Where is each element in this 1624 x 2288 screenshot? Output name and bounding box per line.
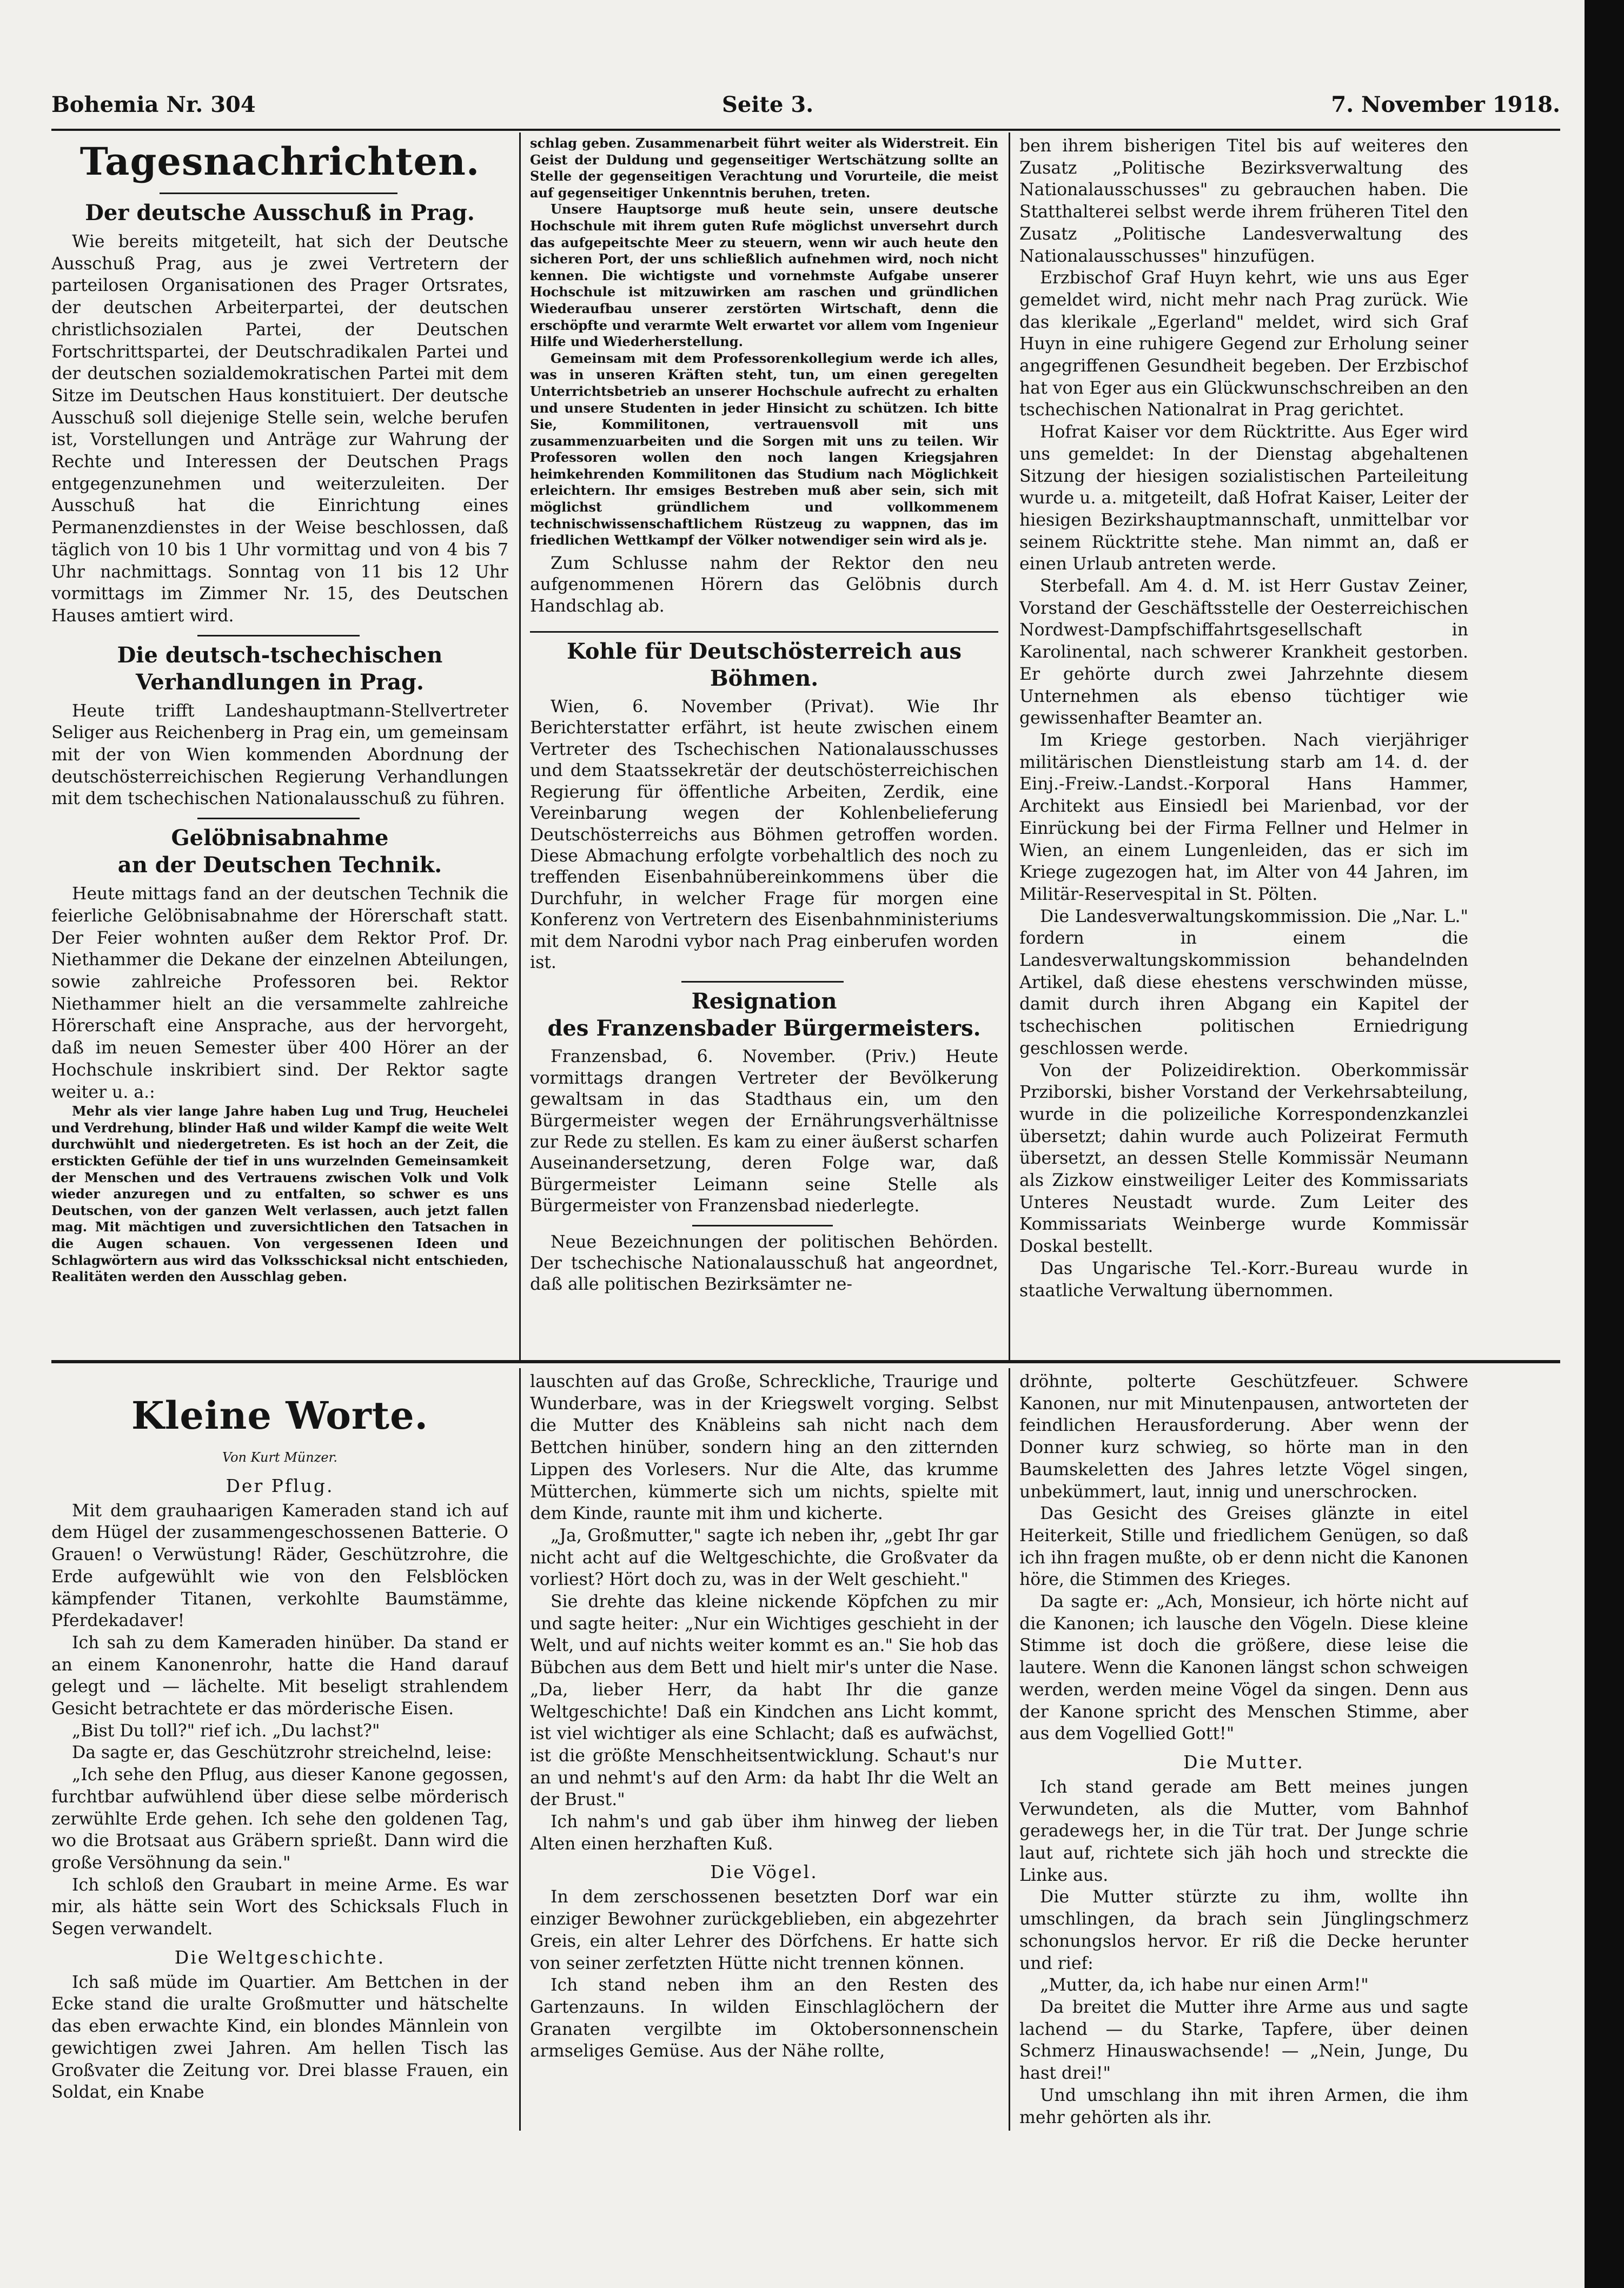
article-separator <box>197 818 360 819</box>
article-heading: Resignation <box>691 989 837 1014</box>
article-body: Wien, 6. November (Privat). Wie Ihr Berichterstatter erfährt, ist heute zwischen einem Vertreter des Tschechischen Nationalausschusses und dem Staatssekretär der deutschösterreichischen Regierung für öffentliche Arbeiten, Zerdik, eine Vereinbarung wegen der Kohlenbelieferung Deutschösterreichs aus Böhmen getroffen worden. Diese Abmachung erfolgte vorbehaltlich des noch zu treffenden Eisenbahnübereinkommens über die Durchfuhr, in welcher Frage für morgen eine Konferenz von Vertretern des Eisenbahnministeriums mit dem Narodni vybor nach Prag einberufen worden ist. <box>530 697 998 972</box>
news-item: Im Kriege gestorben. Nach vierjähriger militärischen Dienstleistung starb am 14. d. der Einj.-Freiw.-Landst.-Korporal Hans Hammer, Architekt aus Einsiedl bei Marienbad, vor der Einrückung bei der Firma Fellner und Helmer in Wien, an einem Lungenleiden, das er sich im Kriege zugezogen hat, im Alter von 44 Jahren, im Militär-Reservespital in St. Pölten. <box>1019 730 1468 904</box>
article-heading: an der Deutschen Technik. <box>117 852 442 878</box>
story-paragraph: Da sagte er: „Ach, Monsieur, ich hörte nicht auf die Kanonen; ich lausche den Vögeln. Diese kleine Stimme ist doch die größere, diese leise die lautere. Wenn die Kanonen längst schon schweigen werden, werden meine Vögel da singen. Denn aus der Kanone spricht des Menschen Stimme, aber aus dem Vogellied Gott!" <box>1019 1592 1468 1744</box>
article-body: ben ihrem bisherigen Titel bis auf weiteres den Zusatz „Politische Bezirksverwaltung des Nationalausschusses" zu gebrauchen haben. Die Statthalterei selbst werde ihrem früheren Titel den Zusatz „Politische Landesverwaltung des Nationalausschusses" hinzufügen. <box>1019 136 1468 266</box>
story-paragraph: Mit dem grauhaarigen Kameraden stand ich auf dem Hügel der zusammengeschossenen Batterie. O Grauen! o Verwüstung! Räder, Geschützrohre, die Erde aufgewühlt wie von den Felsblöcken kämpfender Titanen, verkohlte Baumstämme, Pferdekadaver! <box>51 1501 508 1631</box>
article-body: Zum Schlusse nahm der Rektor den neu aufgenommenen Hörern das Gelöbnis durch Handschlag ab. <box>530 553 998 616</box>
feuilleton-title: Kleine Worte. <box>131 1393 429 1438</box>
story-paragraph: „Ja, Großmutter," sagte ich neben ihr, „gebt Ihr gar nicht acht auf die Weltgeschichte, die Großvater da vorliest? Hört doch zu, was in der Welt geschieht." <box>530 1526 998 1590</box>
story-paragraph: Sie drehte das kleine nickende Köpfchen zu mir und sagte heiter: „Nur ein Wichtiges geschieht in der Welt, und auf nichts weiter kommt es an." Sie hob das Bübchen aus dem Bett und hielt mir's unter die Nase. „Da, lieber Herr, da habt Ihr die ganze Weltgeschichte! Daß ein Kindchen ans Licht kommt, ist viel wichtiger als eine Schlacht; daß es aufwächst, ist die größte Menschheitsentwicklung. Schaut's nur an und nehmt's auf den Arm: da habt Ihr die Welt an der Brust." <box>530 1592 998 1810</box>
story-title: Die Weltgeschichte. <box>174 1946 386 1968</box>
column-1 <box>51 135 508 1355</box>
article-separator <box>681 981 844 983</box>
speech-quote: schlag geben. Zusammenarbeit führt weiter als Widerstreit. Ein Geist der Duldung und gegenseitiger Wertschätzung sollte an Stelle der gegenseitigen Verachtung und Vorurteile, die meist auf gegenseitiger Unkenntnis beruhen, treten. <box>530 135 998 201</box>
article-heading: Der deutsche Ausschuß in Prag. <box>85 200 475 226</box>
story-title: Die Mutter. <box>1183 1751 1304 1773</box>
story-paragraph: Da sagte er, das Geschützrohr streichelnd, leise: <box>72 1743 492 1763</box>
story-paragraph: dröhnte, polterte Geschützfeuer. Schwere Kanonen, nur mit Minutenpausen, antworteten der feindlichen Herausforderung. Aber wenn der Donner kurz schwieg, so hörte man in den Baumskeletten des Jahres letzte Vögel singen, unbekümmert, laut, innig und unerschrocken. <box>1019 1372 1468 1502</box>
news-item: Erzbischof Graf Huyn kehrt, wie uns aus Eger gemeldet wird, nicht mehr nach Prag zurück. Wie das klerikale „Egerland" meldet, wird sich Graf Huyn in eine ruhigere Gegend zur Erholung seiner angegriffenen Gesundheit begeben. Der Erzbischof hat von Eger aus ein Glückwunschschreiben an den tschechischen Nationalrat in Prag gerichtet. <box>1019 268 1468 420</box>
title-rule <box>160 193 397 194</box>
header-page-number: Seite 3. <box>722 92 814 117</box>
article-body: Neue Bezeichnungen der politischen Behörden. Der tschechische Nationalausschuß hat angeordnet, daß alle politischen Bezirksämter ne- <box>530 1232 998 1295</box>
story-paragraph: Ich saß müde im Quartier. Am Bettchen in der Ecke stand die uralte Großmutter und hätschelte das eben erwachte Kind, ein blondes Männlein von gewichtigen zwei Jahren. Am hellen Tisch las Großvater die Zeitung vor. Drei blasse Frauen, ein Soldat, ein Knabe <box>51 1972 508 2103</box>
news-item: Von der Polizeidirektion. Oberkommissär Prziborski, bisher Vorstand der Verkehrsabteilung, wurde in die polizeiliche Korrespondenzkanzlei übersetzt; dahin wurde auch Polizeirat Fermuth übersetzt, an dessen Stelle Kommissär Neumann als Zizkow einstweiliger Leiter des Kommissariats Unteres Neustadt wurde. Zum Leiter des Kommissariats Weinberge wurde Kommissär Doskal bestellt. <box>1019 1060 1468 1257</box>
story-paragraph: „Ich sehe den Pflug, aus dieser Kanone gegossen, furchtbar aufwühlend über diese selbe mörderisch zerwühlte Erde gehen. Ich sehe den goldenen Tag, wo die Brotsaat aus Gräbern sprießt. Dann wird die große Versöhnung da sein." <box>51 1765 508 1873</box>
scan-border <box>1585 0 1624 2288</box>
section-title: Tagesnachrichten. <box>79 139 480 184</box>
news-item: Das Ungarische Tel.-Korr.-Bureau wurde in staatliche Verwaltung übernommen. <box>1019 1258 1468 1301</box>
story-paragraph: Das Gesicht des Greises glänzte in eitel Heiterkeit, Stille und friedlichem Genügen, so daß ich ihn fragen mußte, ob er denn nicht die Kanonen höre, die Stimmen des Krieges. <box>1019 1504 1468 1590</box>
speech-quote: Unsere Hauptsorge muß heute sein, unsere deutsche Hochschule mit ihrem guten Rufe möglichst unversehrt durch das aufgepeitschte Meer zu steuern, wenn wir auch heute den sicheren Port, der uns schließlich aufnehmen wird, noch nicht kennen. Die wichtigste und vornehmste Aufgabe unserer Hochschule ist mitzuwirken am raschen und gründlichen Wiederaufbau unserer zerstörten Wirtschaft, denn die erschöpfte und verarmte Welt erwartet vor allem vom Ingenieur Hilfe und Wiederherstellung. <box>530 201 998 350</box>
story-paragraph: Ich nahm's und gab über ihm hinweg der lieben Alten einen herzhaften Kuß. <box>530 1812 998 1854</box>
feuilleton-byline: Von Kurt Münzer. <box>222 1450 338 1465</box>
column-separator <box>1009 132 1010 1360</box>
story-paragraph: Und umschlang ihn mit ihren Armen, die ihm mehr gehörten als ihr. <box>1019 2085 1468 2127</box>
feuilleton-column-1 <box>51 1371 508 2128</box>
feuilleton-column-3 <box>1019 1371 1468 2128</box>
story-title: Die Vögel. <box>710 1861 818 1883</box>
header-date: 7. November 1918. <box>1331 92 1560 117</box>
column-separator <box>519 132 521 1360</box>
article-heading: Gelöbnisabnahme <box>171 825 389 851</box>
header-rule <box>51 129 1560 131</box>
column-2 <box>530 135 998 1355</box>
story-paragraph: Die Mutter stürzte zu ihm, wollte ihn umschlingen, da brach sein Jünglingschmerz schonungslos hervor. Er riß die Decke herunter und rief: <box>1019 1887 1468 1973</box>
speech-quote: Mehr als vier lange Jahre haben Lug und Trug, Heuchelei und Verdrehung, blinder Haß und wilder Kampf die weite Welt durchwühlt und niedergetreten. Es ist hoch an der Zeit, die erstickten Gefühle der tief in uns wurzelnden Gemeinsamkeit der Menschen und des Vertrauens zwischen Volk und Volk wieder anzuregen und zu entfalten, so schwer es uns Deutschen, von der ganzen Welt verlassen, auch jetzt fallen mag. Mit mächtigen und zuversichtlichen den Tatsachen in die Augen schauen. Von vergessenen Ideen und Schlagwörtern aus wird das Volksschicksal nicht entschieden, Realitäten werden den Ausschlag geben. <box>51 1103 508 1285</box>
story-paragraph: „Mutter, da, ich habe nur einen Arm!" <box>1040 1975 1369 1995</box>
article-body: Heute mittags fand an der deutschen Technik die feierliche Gelöbnisabnahme der Hörerschaft statt. Der Feier wohnten außer dem Rektor Prof. Dr. Niethammer die Dekane der einzelnen Abteilungen, sowie zahlreiche Professoren bei. Rektor Niethammer hielt an die versammelte zahlreiche Hörerschaft eine Ansprache, aus der hervorgeht, daß im neuen Semester über 400 Hörer an der Hochschule inskribiert sind. Der Rektor sagte weiter u. a.: <box>51 884 508 1102</box>
story-paragraph: „Bist Du toll?" rief ich. „Du lachst?" <box>72 1721 380 1741</box>
story-paragraph: Ich stand gerade am Bett meines jungen Verwundeten, als die Mutter, vom Bahnhof geradewegs her, in die Tür trat. Der Junge schrie laut auf, richtete sich jäh hoch und streckte die Linke aus. <box>1019 1777 1468 1885</box>
story-paragraph: Ich sah zu dem Kameraden hinüber. Da stand er an einem Kanonenrohr, hatte die Hand darauf gelegt und — lächelte. Mit beseligt strahlendem Gesicht betrachtete er das mörderische Eisen. <box>51 1633 508 1719</box>
page-header <box>51 92 1560 130</box>
article-body: Franzensbad, 6. November. (Priv.) Heute vormittags drangen Vertreter der Bevölkerung gewaltsam in das Stadthaus ein, um den Bürgermeister wegen der Ernährungsverhältnisse zur Rede zu stellen. Es kam zu einer äußerst scharfen Auseinandersetzung, deren Folge war, daß Bürgermeister Leimann seine Stelle als Bürgermeister von Franzensbad niederlegte. <box>530 1047 998 1216</box>
story-paragraph: lauschten auf das Große, Schreckliche, Traurige und Wunderbare, was in der Kriegswelt vorging. Selbst die Mutter des Knäbleins sah nicht nach dem Bettchen hinüber, sondern hing an den zitternden Lippen des Vorlesers. Nur die Alte, das krumme Mütterchen, kümmerte sich um nichts, spielte mit dem Kinde, raunte mit ihm und kicherte. <box>530 1372 998 1524</box>
speech-quote: Gemeinsam mit dem Professorenkollegium werde ich alles, was in unseren Kräften steht, tun, um einen geregelten Unterrichtsbetrieb an unserer Hochschule aufrecht zu erhalten und unsere Studenten in jeder Hinsicht zu schützen. Ich bitte Sie, Kommilitonen, vertrauensvoll mit uns zusammenzuarbeiten und die Sorgen mit uns zu teilen. Wir Professoren wollen den noch langen Kriegsjahren heimkehrenden Kommilitonen das Studium nach Möglichkeit erleichtern. Ihr emsiges Bestreben muß aber sein, sich mit möglichst gründlichem und vollkommenem technischwissenschaftlichem Rüstzeug zu wappnen, das im friedlichen Wettkampf der Völker notwendiger sein wird als je. <box>530 350 998 548</box>
news-item: Hofrat Kaiser vor dem Rücktritte. Aus Eger wird uns gemeldet: In der Dienstag abgehaltenen Sitzung der hiesigen sozialistischen Parteileitung wurde u. a. mitgeteilt, daß Hofrat Kaiser, Leiter der hiesigen Bezirkshauptmannschaft, unmittelbar vor seinem Rücktritte stehe. Man nimmt an, daß er einen Urlaub antreten werde. <box>1019 422 1468 574</box>
article-heading: Die deutsch-tschechischen Verhandlungen in Prag. <box>117 642 443 695</box>
header-issue: Bohemia Nr. 304 <box>51 92 256 117</box>
column-separator <box>1009 1368 1010 2131</box>
feuilleton-rule <box>51 1360 1560 1363</box>
article-separator <box>197 635 360 636</box>
story-paragraph: Ich stand neben ihm an den Resten des Gartenzauns. In wilden Einschlaglöchern der Granaten vergilbte im Oktobersonnenschein armseliges Gemüse. Aus der Nähe rollte, <box>530 1975 998 2061</box>
column-3 <box>1019 135 1468 1355</box>
article-separator <box>692 1225 833 1226</box>
story-title: Der Pflug. <box>226 1475 334 1496</box>
news-item: Die Landesverwaltungskommission. Die „Nar. L." fordern in einem die Landesverwaltungskommission behandelnden Artikel, daß diese ehestens verschwinden müsse, damit durch ihren Abgang ein Kapitel der tschechischen politischen Erniedrigung geschlossen werde. <box>1019 906 1468 1058</box>
story-paragraph: Ich schloß den Graubart in meine Arme. Es war mir, als hätte sein Wort des Schicksals Fluch in Segen verwandelt. <box>51 1875 508 1939</box>
article-body: Heute trifft Landeshauptmann-Stellvertreter Seliger aus Reichenberg in Prag ein, um gemeinsam mit der von Wien kommenden Abordnung der deutschösterreichischen Regierung Verhandlungen mit dem tschechischen Nationalausschuß zu führen. <box>51 701 508 809</box>
news-item: Sterbefall. Am 4. d. M. ist Herr Gustav Zeiner, Vorstand der Geschäftsstelle der Oesterreichischen Nordwest-Dampfschiffahrtsgesellschaft in Karolinental, nach schwerer Krankheit gestorben. Er gehörte durch zwei Jahrzehnte diesem Unternehmen als ebenso tüchtiger wie gewissenhafter Beamter an. <box>1019 576 1468 728</box>
article-body: Wie bereits mitgeteilt, hat sich der Deutsche Ausschuß Prag, aus je zwei Vertretern der parteilosen Organisationen des Prager Ortsrates, der deutschen Arbeiterpartei, der deutschen christlichsozialen Partei, der Deutschen Fortschrittspartei, der Deutschradikalen Partei und der deutschen sozialdemokratischen Partei mit dem Sitze im Deutschen Haus konstituiert. Der deutsche Ausschuß soll diejenige Stelle sein, welche berufen ist, Vorstellungen und Anträge zur Wahrung der Rechte und Interessen der Deutschen Prags entgegenzunehmen und weiterzuleiten. Der Ausschuß hat die Einrichtung eines Permanenzdienstes in der Weise beschlossen, daß täglich von 10 bis 1 Uhr vormittag und von 4 bis 7 Uhr nachmittags. Sonntag von 11 bis 12 Uhr vormittags im Zimmer Nr. 15, des Deutschen Hauses amtiert wird. <box>51 232 508 626</box>
story-paragraph: In dem zerschossenen besetzten Dorf war ein einziger Bewohner zurückgeblieben, ein abgezehrter Greis, ein alter Lehrer des Dörfchens. Er hatte sich von seiner zerfetzten Hütte nicht trennen können. <box>530 1887 998 1973</box>
column-separator <box>519 1368 521 2131</box>
article-heading: Kohle für Deutschösterreich aus Böhmen. <box>567 639 962 692</box>
article-separator <box>530 631 998 633</box>
story-paragraph: Da breitet die Mutter ihre Arme aus und sagte lachend — du Starke, Tapfere, über deinen Schmerz Hinauswachsende! — „Nein, Junge, Du hast drei!" <box>1019 1997 1468 2084</box>
feuilleton-column-2 <box>530 1371 998 2128</box>
article-heading: des Franzensbader Bürgermeisters. <box>547 1016 981 1042</box>
